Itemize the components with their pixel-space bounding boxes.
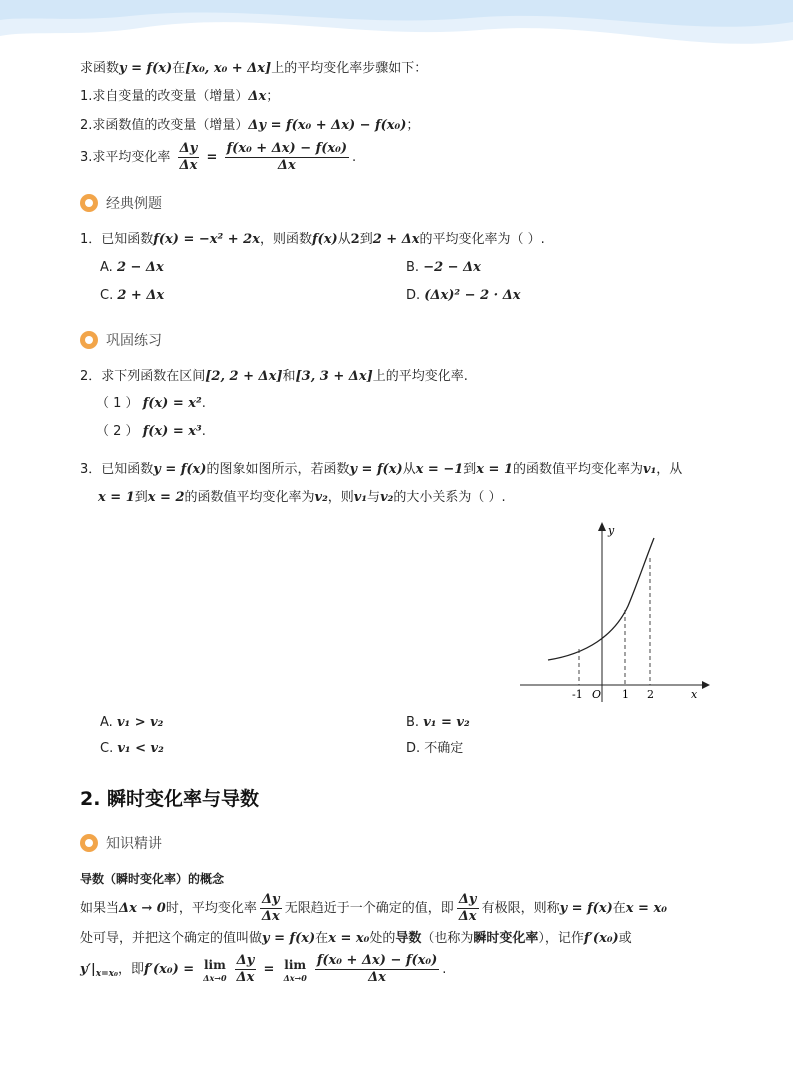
math-expression: f(x) = x³ (142, 424, 202, 439)
text: . (201, 424, 206, 439)
denominator: Δx (261, 909, 280, 924)
question-1-option-d[interactable] (406, 285, 521, 307)
math-expression: 2 (350, 232, 360, 247)
bulb-icon (80, 834, 98, 852)
numerator: Δy (178, 141, 200, 158)
question-2-stem (80, 366, 468, 388)
text: 有极限，则称 (481, 901, 560, 916)
text: 无限趋近于一个确定的值，即 (284, 901, 454, 916)
text: ，即 (117, 962, 144, 977)
limit-operator (201, 957, 228, 983)
text: . (442, 962, 447, 977)
math-expression: f(x) = −x² + 2x (153, 232, 260, 247)
tick-label-2: 2 (647, 688, 654, 701)
option-value: v₁ = v₂ (423, 715, 470, 730)
limit-operator (282, 957, 309, 983)
text: 如果当 (80, 901, 120, 916)
tick-label-1: 1 (622, 688, 629, 701)
section-badge-examples (80, 192, 162, 214)
option-value: 不确定 (424, 741, 464, 756)
math-expression: x = x₀ (625, 901, 667, 916)
fraction (315, 953, 439, 986)
text: 处的 (369, 931, 396, 946)
math-expression: v₂ (314, 490, 328, 505)
function-graph (516, 518, 712, 704)
origin-label: O (592, 688, 602, 701)
option-value: v₁ < v₂ (117, 741, 164, 756)
text: 2．求下列函数在区间 (80, 369, 206, 384)
definition-line-2 (80, 928, 632, 950)
text: 到 (134, 490, 148, 505)
text: 求函数 (80, 61, 120, 76)
text: ，从 (656, 462, 683, 477)
text: 1.求自变量的改变量（增量） (80, 89, 249, 104)
header-wave-decoration (0, 0, 793, 60)
badge-label: 经典例题 (106, 196, 162, 212)
math-expression: x = −1 (415, 462, 464, 477)
text: ，则 (327, 490, 354, 505)
math-expression: y = f(x) (559, 901, 613, 916)
section-badge-practice (80, 329, 162, 351)
fraction (457, 892, 479, 925)
option-label: D. (406, 288, 421, 303)
tick-label-neg1: -1 (572, 688, 583, 701)
concept-title: 导数（瞬时变化率）的概念 (80, 872, 225, 886)
equals-sign: = (206, 150, 218, 165)
math-expression: y = f(x) (119, 61, 173, 76)
intro-step-2 (80, 115, 419, 137)
denominator: Δx (236, 970, 255, 985)
math-expression: Δx (248, 89, 267, 104)
numerator: Δy (457, 892, 479, 909)
question-3-option-b[interactable] (406, 712, 470, 734)
option-label: B. (406, 260, 420, 275)
denominator: Δx (458, 909, 477, 924)
fraction (178, 141, 200, 174)
bulb-icon (80, 331, 98, 349)
text: 的函数值平均变化率为 (513, 462, 644, 477)
text: 从 (337, 232, 351, 247)
text: 的平均变化率为（ ）. (419, 232, 545, 247)
math-expression: [x₀, x₀ + Δx] (185, 61, 272, 76)
math-expression: f(x) (311, 232, 338, 247)
section-badge-knowledge (80, 832, 162, 854)
math-expression: y = f(x) (349, 462, 403, 477)
math-expression: v₂ (380, 490, 394, 505)
option-value: 2 + Δx (117, 288, 165, 303)
term-derivative: 导数 (395, 931, 422, 946)
question-3-option-a[interactable] (100, 712, 163, 734)
math-expression: [3, 3 + Δx] (295, 369, 373, 384)
part-label: （ 1 ） (96, 396, 139, 411)
text: 与 (367, 490, 381, 505)
question-1-option-a[interactable] (100, 257, 164, 279)
text: 的图象如图所示，若函数 (206, 462, 350, 477)
text: 到 (463, 462, 477, 477)
section-2-heading: 2. 瞬时变化率与导数 (80, 788, 260, 810)
text: 时，平均变化率 (165, 901, 257, 916)
option-label: B. (406, 715, 420, 730)
text: 的大小关系为（ ）. (393, 490, 506, 505)
definition-line-1 (80, 890, 667, 928)
math-expression: x = x₀ (328, 931, 370, 946)
math-expression: y = f(x) (153, 462, 207, 477)
text: 3.求平均变化率 (80, 150, 171, 165)
numerator: Δy (260, 892, 282, 909)
y-axis-label: y (608, 524, 615, 537)
text: ，则函数 (259, 232, 312, 247)
text: （也称为 (421, 931, 474, 946)
question-2-part-2 (96, 421, 206, 443)
math-expression: v₁ (353, 490, 368, 505)
text: ； (406, 118, 420, 133)
fraction (260, 892, 282, 925)
math-expression: Δy = f(x₀ + Δx) − f(x₀) (248, 118, 407, 133)
x-axis-label: x (691, 688, 698, 701)
text: ），记作 (538, 931, 584, 946)
question-2-part-1 (96, 393, 206, 415)
badge-label: 巩固练习 (106, 333, 162, 349)
question-1-option-c[interactable] (100, 285, 164, 307)
question-1-option-b[interactable] (406, 257, 481, 279)
text: 在 (315, 931, 329, 946)
text: 或 (618, 931, 632, 946)
intro-step-1 (80, 86, 279, 108)
function-curve (548, 538, 654, 660)
text: 在 (612, 901, 626, 916)
lim-subscript: Δx→0 (203, 972, 227, 983)
text: 上的平均变化率步骤如下： (271, 61, 428, 76)
part-label: （ 2 ） (96, 424, 139, 439)
math-expression: f′(x₀) = (143, 962, 195, 977)
y-axis-arrow (598, 522, 606, 531)
text: 上的平均变化率. (372, 369, 468, 384)
bulb-icon (80, 194, 98, 212)
text: . (351, 150, 357, 165)
badge-label: 知识精讲 (106, 836, 162, 852)
math-expression: Δx → 0 (119, 901, 166, 916)
text: . (201, 396, 206, 411)
option-label: D. (406, 741, 421, 756)
math-expression: [2, 2 + Δx] (205, 369, 283, 384)
text: 在 (172, 61, 186, 76)
text: 从 (402, 462, 416, 477)
text: ； (266, 89, 280, 104)
math-expression: x = 1 (476, 462, 514, 477)
math-expression: y′| (80, 962, 96, 977)
math-expression: y = f(x) (262, 931, 316, 946)
equals-sign: = (263, 962, 275, 977)
math-expression: 2 + Δx (372, 232, 420, 247)
math-expression: f′(x₀) (583, 931, 619, 946)
option-label: A. (100, 260, 113, 275)
intro-step-3 (80, 138, 356, 178)
math-expression: v₁ (643, 462, 657, 477)
question-3-option-d[interactable] (406, 738, 463, 760)
denominator: Δx (277, 158, 296, 173)
lim-text: lim (284, 957, 307, 972)
question-3-option-c[interactable] (100, 738, 164, 760)
text: 1．已知函数 (80, 232, 154, 247)
numerator: f(x₀ + Δx) − f(x₀) (316, 953, 438, 968)
option-label: C. (100, 288, 114, 303)
lim-subscript: Δx→0 (283, 972, 307, 983)
x-axis-arrow (702, 681, 710, 689)
text: 2.求函数值的改变量（增量） (80, 118, 249, 133)
denominator: Δx (179, 158, 198, 173)
numerator: f(x₀ + Δx) − f(x₀) (226, 141, 347, 156)
math-expression: x = 2 (147, 490, 185, 505)
term-instantaneous-rate: 瞬时变化率 (473, 931, 539, 946)
option-value: −2 − Δx (423, 260, 481, 275)
fraction (235, 953, 257, 986)
denominator: Δx (368, 970, 386, 985)
text: 3．已知函数 (80, 462, 154, 477)
text: 的函数值平均变化率为 (184, 490, 315, 505)
question-3-stem-line-1 (80, 459, 682, 481)
text: 和 (282, 369, 296, 384)
math-expression: x = 1 (98, 490, 135, 505)
fraction (225, 141, 349, 174)
question-3-stem-line-2 (98, 487, 506, 509)
option-label: C. (100, 741, 114, 756)
option-label: A. (100, 715, 113, 730)
numerator: Δy (235, 953, 257, 970)
option-value: v₁ > v₂ (116, 715, 164, 730)
option-value: (Δx)² − 2 · Δx (424, 288, 521, 303)
intro-line-1 (80, 58, 427, 80)
text: 处可导，并把这个确定的值叫做 (80, 931, 263, 946)
subscript: x=x₀ (95, 969, 118, 979)
definition-line-3 (80, 950, 446, 994)
question-1-stem (80, 229, 545, 251)
option-value: 2 − Δx (116, 260, 164, 275)
lim-text: lim (203, 957, 226, 972)
math-expression: f(x) = x² (142, 396, 202, 411)
text: 到 (359, 232, 373, 247)
